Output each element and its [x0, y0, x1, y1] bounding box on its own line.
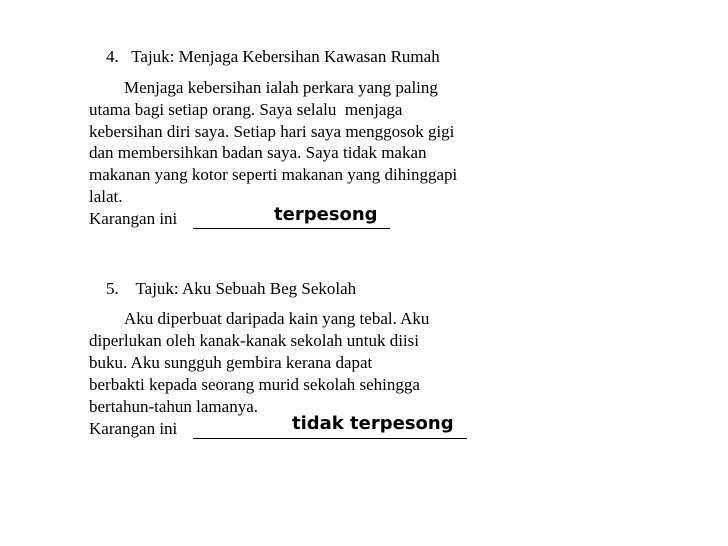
q4-number: 4. [106, 47, 119, 66]
q5-paragraph-line: berbakti kepada seorang murid sekolah sehingga [89, 375, 420, 394]
q4-paragraph-line: utama bagi setiap orang. Saya selalu menjaga [89, 100, 403, 119]
q4-paragraph-line: Menjaga kebersihan ialah perkara yang paling [124, 78, 438, 97]
q4-title: Tajuk: Menjaga Kebersihan Kawasan Rumah [131, 47, 440, 66]
q5-paragraph-line: Aku diperbuat daripada kain yang tebal. Aku [124, 309, 430, 328]
q4-paragraph-line: kebersihan diri saya. Setiap hari saya menggosok gigi [89, 122, 455, 141]
q5-answer: tidak terpesong [292, 413, 454, 434]
q5-paragraph-line: buku. Aku sungguh gembira kerana dapat [89, 353, 373, 372]
q5-paragraph-line: bertahun-tahun lamanya. [89, 397, 258, 416]
q5-answer-blank [193, 438, 467, 439]
q5-title: Tajuk: Aku Sebuah Beg Sekolah [135, 279, 357, 298]
q4-paragraph-line: dan membersihkan badan saya. Saya tidak makan [89, 143, 427, 162]
q5-number: 5. [106, 279, 119, 298]
q4-paragraph-line: makanan yang kotor seperti makanan yang dihinggapi [89, 165, 458, 184]
q4-answer-blank [193, 228, 390, 229]
q5-prompt: Karangan ini [89, 419, 178, 438]
q4-prompt: Karangan ini [89, 209, 178, 228]
q4-answer: terpesong [274, 204, 378, 225]
q4-paragraph-line: lalat. [89, 187, 123, 206]
q5-paragraph-line: diperlukan oleh kanak-kanak sekolah untuk diisi [89, 331, 419, 350]
